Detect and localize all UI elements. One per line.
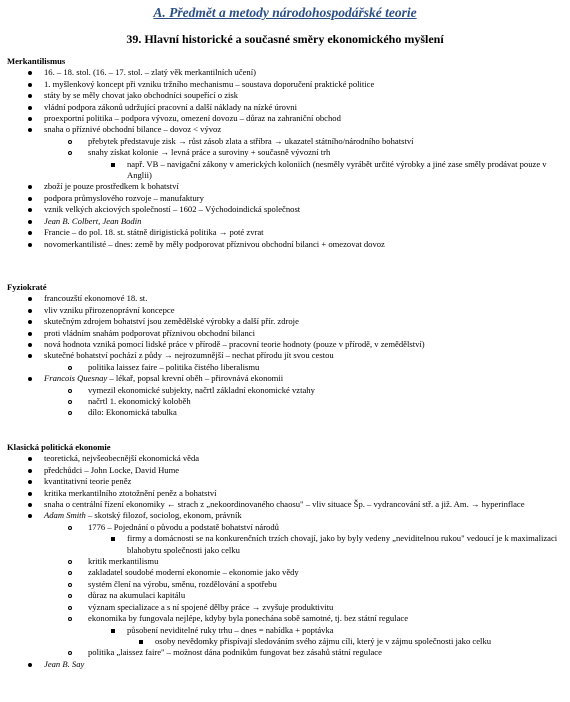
bullet-dot-icon [28,216,32,227]
list-item [7,79,563,90]
list-item-text: proexportní politika – podpora vývozu, omezení dovozu – důraz na zahraniční obchod [44,113,341,124]
list-item [7,533,563,556]
bullet-circle-icon [68,602,72,613]
list-item-text: nová hodnota vzniká pomocí lidské práce v přírodě – pracovní teorie hodnoty (pouze v přírodě, v zemědělství) [44,339,425,350]
bullet-circle-icon [68,522,72,533]
bullet-list [7,67,563,250]
list-item-text: vznik velkých akciových společností – 1602 – Východoindická společnost [44,204,301,215]
list-item-text: Jean B. Say [44,658,85,669]
list-item [7,396,563,407]
list-item-text: systém člení na výrobu, směnu, rozdělování a spotřebu [88,578,277,589]
bullet-dot-icon [28,316,32,327]
bullet-dot-icon [28,227,32,238]
section-klasicka-ekonomie [7,442,563,670]
bullet-dot-icon [28,67,32,78]
list-item-text: vládní podpora zákonů udržující pracovní a další náklady na nízké úrovni [44,101,297,112]
bullet-square-icon [111,625,115,636]
list-item [7,159,563,182]
list-item-text: proti vládním snahám podporovat příznivou obchodní bilanci [44,327,255,338]
document-title: A. Předmět a metody národohospodářské teorie [153,5,417,20]
list-item-text: politika „laissez faire" – možnost dána podnikům fungovat bez zásahů státní regulace [88,647,382,658]
bullet-circle-icon [68,147,72,158]
list-item-text: působení neviditelné ruky trhu – dnes = nabídka + poptávka [127,624,334,635]
list-item-text: zakladatel soudobé moderní ekonomie – ekonomie jako vědy [88,567,299,578]
list-item-text: např. VB – navigační zákony v amerických koloniích (nesměly vyrábět určité výrobky a jiné zase směly prodávat pouze v Anglii) [127,158,547,181]
list-item [7,124,563,135]
bullet-circle-icon [68,407,72,418]
list-item [7,113,563,124]
list-item-text: novomerkantilisté – dnes: země by měly podporovat příznivou obchodní bilanci + omezovat dovoz [44,238,385,249]
list-item [7,659,563,670]
bullet-circle-icon [68,385,72,396]
list-item-text: snaha o příznivé obchodní bilance – dovoz < vývoz [44,124,222,135]
list-item-text: dílo: Ekonomická tabulka [88,407,177,418]
list-item-text: přebytek představuje zisk → růst zásob zlata a stříbra → ukazatel státního/národního bohatství [88,135,414,146]
list-item-text: osoby nevědomky přispívají sledováním svého zájmu cíli, který je v zájmu společnosti jako celku [155,635,492,646]
list-item [7,522,563,533]
list-item [7,590,563,601]
list-item-text: skutečným zdrojem bohatství jsou zemědělské výrobky a další přír. zdroje [44,316,299,327]
bullet-dot-icon [28,305,32,316]
bullet-dot-icon [28,510,32,521]
list-item [7,316,563,327]
list-item [7,305,563,316]
list-item-text: Jean B. Colbert, Jean Bodin [44,215,142,226]
list-item-text: 1. myšlenkový koncept při vzniku tržního mechanismu – soustava doporučení praktické politice [44,78,375,89]
bullet-circle-icon [68,556,72,567]
list-item-text: francouzští ekonomové 18. st. [44,293,148,304]
list-item [7,510,563,521]
list-item [7,147,563,158]
list-item-text: podpora průmyslového rozvoje – manufaktury [44,192,204,203]
list-item [7,67,563,78]
list-item [7,362,563,373]
list-item-text: kritika merkantilního ztotožnění peněz a bohatství [44,487,217,498]
list-item [7,339,563,350]
bullet-dot-icon [28,90,32,101]
list-item-text: 1776 – Pojednání o původu a podstatě bohatství národů [88,521,279,532]
bullet-list [7,293,563,418]
list-item [7,181,563,192]
list-item-text: skutečné bohatství pochází z půdy → nejrozumnější – nechat přírodu jít svou cestou [44,350,334,361]
bullet-dot-icon [28,339,32,350]
bullet-dot-icon [28,328,32,339]
list-item-text: důraz na akumulaci kapitálu [88,590,186,601]
bullet-circle-icon [68,579,72,590]
list-item-text: Francie – do pol. 18. st. státně dirigistická politika → poté zvrat [44,227,264,238]
bullet-dot-icon [28,239,32,250]
section-heading: Fyziokraté [7,282,47,292]
section-heading: Klasická politická ekonomie [7,442,111,452]
bullet-dot-icon [28,181,32,192]
bullet-dot-icon [28,293,32,304]
list-item-text: Francois Quesnay – lékař, popsal krevní oběh – přirovnává ekonomii [44,373,284,384]
list-item [7,647,563,658]
list-item [7,90,563,101]
list-item-text: význam specializace a s ní spojené dělby práce → zvyšuje produktivitu [88,601,334,612]
list-item-text: zboží je pouze prostředkem k bohatství [44,181,179,192]
list-item [7,328,563,339]
list-item-text: předchůdci – John Locke, David Hume [44,464,180,475]
bullet-dot-icon [28,465,32,476]
bullet-dot-icon [28,488,32,499]
list-item [7,204,563,215]
list-item-text: vymezil ekonomické subjekty, načrtl základní ekonomické vztahy [88,384,315,395]
list-item [7,556,563,567]
list-item [7,488,563,499]
section-merkantilismus [7,56,563,250]
bullet-dot-icon [28,124,32,135]
list-item [7,373,563,384]
section-heading: Merkantilismus [7,56,66,66]
list-item [7,102,563,113]
bullet-dot-icon [28,102,32,113]
list-item-text: politika laissez faire – politika čistého liberalismu [88,361,260,372]
list-item [7,499,563,510]
list-item-text: kvantitativní teorie peněz [44,476,132,487]
bullet-square-icon [111,533,115,544]
bullet-list [7,453,563,670]
bullet-square-icon [111,159,115,170]
list-item-text: teoretická, nejvšeobecnější ekonomická věda [44,453,200,464]
bullet-circle-icon [68,590,72,601]
document-subtitle: 39. Hlavní historické a současné směry ekonomického myšlení [126,32,444,46]
list-item [7,227,563,238]
bullet-dot-icon [28,350,32,361]
section-fyziokrate [7,282,563,419]
list-item [7,136,563,147]
bullet-dot-icon [28,204,32,215]
list-item-text: snaha o centrální řízení ekonomiky ← strach z „nekoordinovaného chaosu" – vliv situace Šp. – vydrancování stř. a již. Am. → hyperinflace [44,499,525,510]
list-item [7,636,563,647]
list-item-text: načrtl 1. ekonomický koloběh [88,396,191,407]
list-item [7,216,563,227]
list-item [7,567,563,578]
bullet-circle-icon [68,362,72,373]
list-item [7,465,563,476]
bullet-dot-icon [28,193,32,204]
bullet-square-icon [139,636,143,647]
list-item-text: vliv vzniku přirozenoprávní koncepce [44,304,175,315]
list-item [7,239,563,250]
list-item-text: firmy a domácnosti se na konkurenčních trzích chovají, jako by byly vedeny „neviditelnou rukou" vedoucí je k maximalizaci blahobytu společnosti jako celku [127,533,558,555]
bullet-circle-icon [68,567,72,578]
list-item [7,602,563,613]
list-item [7,476,563,487]
list-item [7,579,563,590]
bullet-dot-icon [28,113,32,124]
bullet-dot-icon [28,476,32,487]
list-item [7,293,563,304]
bullet-circle-icon [68,613,72,624]
bullet-dot-icon [28,453,32,464]
bullet-dot-icon [28,659,32,670]
list-item-text: 16. – 18. stol. (16. – 17. stol. – zlatý věk merkantilních učení) [44,67,256,78]
bullet-circle-icon [68,396,72,407]
bullet-circle-icon [68,647,72,658]
bullet-dot-icon [28,79,32,90]
list-item-text: snahy získat kolonie → levná práce a suroviny + současně vývozní trh [88,147,331,158]
list-item [7,453,563,464]
list-item [7,385,563,396]
bullet-circle-icon [68,136,72,147]
list-item-text: ekonomika by fungovala nejlépe, kdyby byla ponechána sobě samotné, tj. bez státní regulace [88,613,409,624]
bullet-dot-icon [28,373,32,384]
list-item [7,625,563,636]
list-item [7,407,563,418]
list-item [7,193,563,204]
list-item-text: státy by se měly chovat jako obchodníci soupeřící o zisk [44,90,239,101]
list-item [7,350,563,361]
list-item-text: kritik merkantilismu [88,556,159,567]
list-item-text: Adam Smith – skotský filozof, sociolog, ekonom, právník [44,510,242,521]
list-item [7,613,563,624]
bullet-dot-icon [28,499,32,510]
